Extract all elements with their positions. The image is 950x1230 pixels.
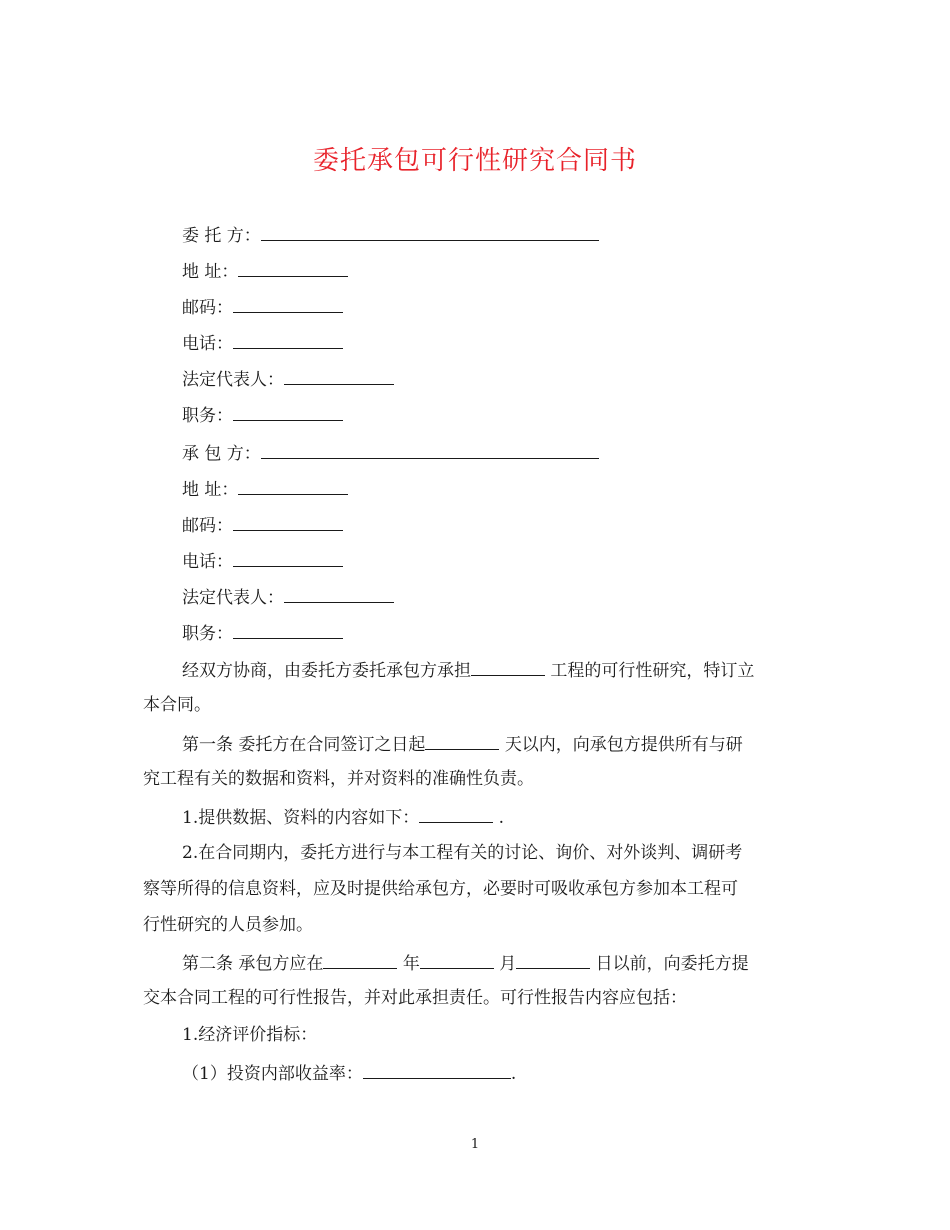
article-1-item-2-line-2: 察等所得的信息资料，应及时提供给承包方，必要时可吸收承包方参加本工程可 <box>143 879 738 899</box>
article-2-text-a: 第二条 承包方应在 <box>182 954 324 974</box>
party-b-position-blank <box>233 620 343 639</box>
party-a-postcode-label: 邮码： <box>182 298 233 318</box>
intro-line-1 <box>182 657 754 683</box>
article-2-item-1-1-period: . <box>510 1064 517 1084</box>
party-a-address-row <box>182 258 348 284</box>
article-1-item-2-line-1: 2.在合同期内，委托方进行与本工程有关的讨论、询价、对外谈判、调研考 <box>182 843 743 863</box>
party-a-postcode-blank <box>233 294 343 313</box>
document-title: 委托承包可行性研究合同书 <box>312 146 637 176</box>
article-2-month-blank <box>420 950 494 969</box>
article-1-line-1 <box>182 731 743 757</box>
party-b-address-row <box>182 476 348 502</box>
party-b-phone-blank <box>233 548 343 567</box>
article-2-item-1-1 <box>182 1060 516 1086</box>
party-b-position-row <box>182 620 343 646</box>
article-2-line-2: 交本合同工程的可行性报告，并对此承担责任。可行性报告内容应包括： <box>143 988 687 1008</box>
party-a-address-blank <box>238 258 348 277</box>
party-a-position-label: 职务： <box>182 406 233 426</box>
party-b-phone-label: 电话： <box>182 552 233 572</box>
intro-project-blank <box>471 657 545 676</box>
article-2-month-label: 月 <box>499 954 517 974</box>
article-2-year-blank <box>323 950 397 969</box>
party-a-name-row <box>182 222 599 248</box>
party-a-rep-row <box>182 366 394 392</box>
article-1-text-b: 天以内，向承包方提供所有与研 <box>504 735 743 755</box>
party-a-name-label: 委 托 方： <box>182 226 261 246</box>
article-1-item-1 <box>182 804 504 830</box>
article-1-text-a: 第一条 委托方在合同签订之日起 <box>182 735 426 755</box>
article-1-line-2: 究工程有关的数据和资料，并对资料的准确性负责。 <box>143 769 534 789</box>
article-1-item-1-text: 1.提供数据、资料的内容如下： <box>182 808 420 828</box>
article-2-day-text: 日以前，向委托方提 <box>595 954 749 974</box>
party-b-postcode-row <box>182 512 343 538</box>
intro-text-b: 工程的可行性研究，特订立 <box>550 661 755 681</box>
intro-line-2: 本合同。 <box>143 695 211 715</box>
party-b-address-blank <box>238 476 348 495</box>
party-a-position-blank <box>233 402 343 421</box>
party-a-phone-label: 电话： <box>182 334 233 354</box>
article-2-item-1-1-text: （1）投资内部收益率： <box>182 1064 363 1084</box>
party-b-name-label: 承 包 方： <box>182 444 261 464</box>
article-1-item-1-blank <box>419 804 493 823</box>
party-a-postcode-row <box>182 294 343 320</box>
party-b-name-blank <box>261 440 599 459</box>
article-2-item-1-1-blank <box>363 1060 511 1079</box>
intro-text-a: 经双方协商，由委托方委托承包方承担 <box>182 661 471 681</box>
party-a-rep-blank <box>284 366 394 385</box>
article-2-year-label: 年 <box>402 954 420 974</box>
party-b-phone-row <box>182 548 343 574</box>
party-a-phone-blank <box>233 330 343 349</box>
article-2-day-blank <box>516 950 590 969</box>
party-a-rep-label: 法定代表人： <box>182 370 284 390</box>
party-b-rep-row <box>182 584 394 610</box>
article-1-days-blank <box>425 731 499 750</box>
article-1-item-2-line-3: 行性研究的人员参加。 <box>143 915 313 935</box>
party-b-rep-blank <box>284 584 394 603</box>
article-2-line-1 <box>182 950 749 976</box>
page-number: 1 <box>470 1137 480 1152</box>
article-1-item-1-period: . <box>498 808 505 828</box>
party-b-postcode-blank <box>233 512 343 531</box>
party-a-address-label: 地 址： <box>182 262 239 282</box>
party-b-rep-label: 法定代表人： <box>182 588 284 608</box>
party-a-name-blank <box>261 222 599 241</box>
party-a-position-row <box>182 402 343 428</box>
party-b-position-label: 职务： <box>182 624 233 644</box>
party-b-address-label: 地 址： <box>182 480 239 500</box>
article-2-item-1: 1.经济评价指标： <box>182 1025 318 1045</box>
party-b-postcode-label: 邮码： <box>182 516 233 536</box>
party-b-name-row <box>182 440 599 466</box>
party-a-phone-row <box>182 330 343 356</box>
